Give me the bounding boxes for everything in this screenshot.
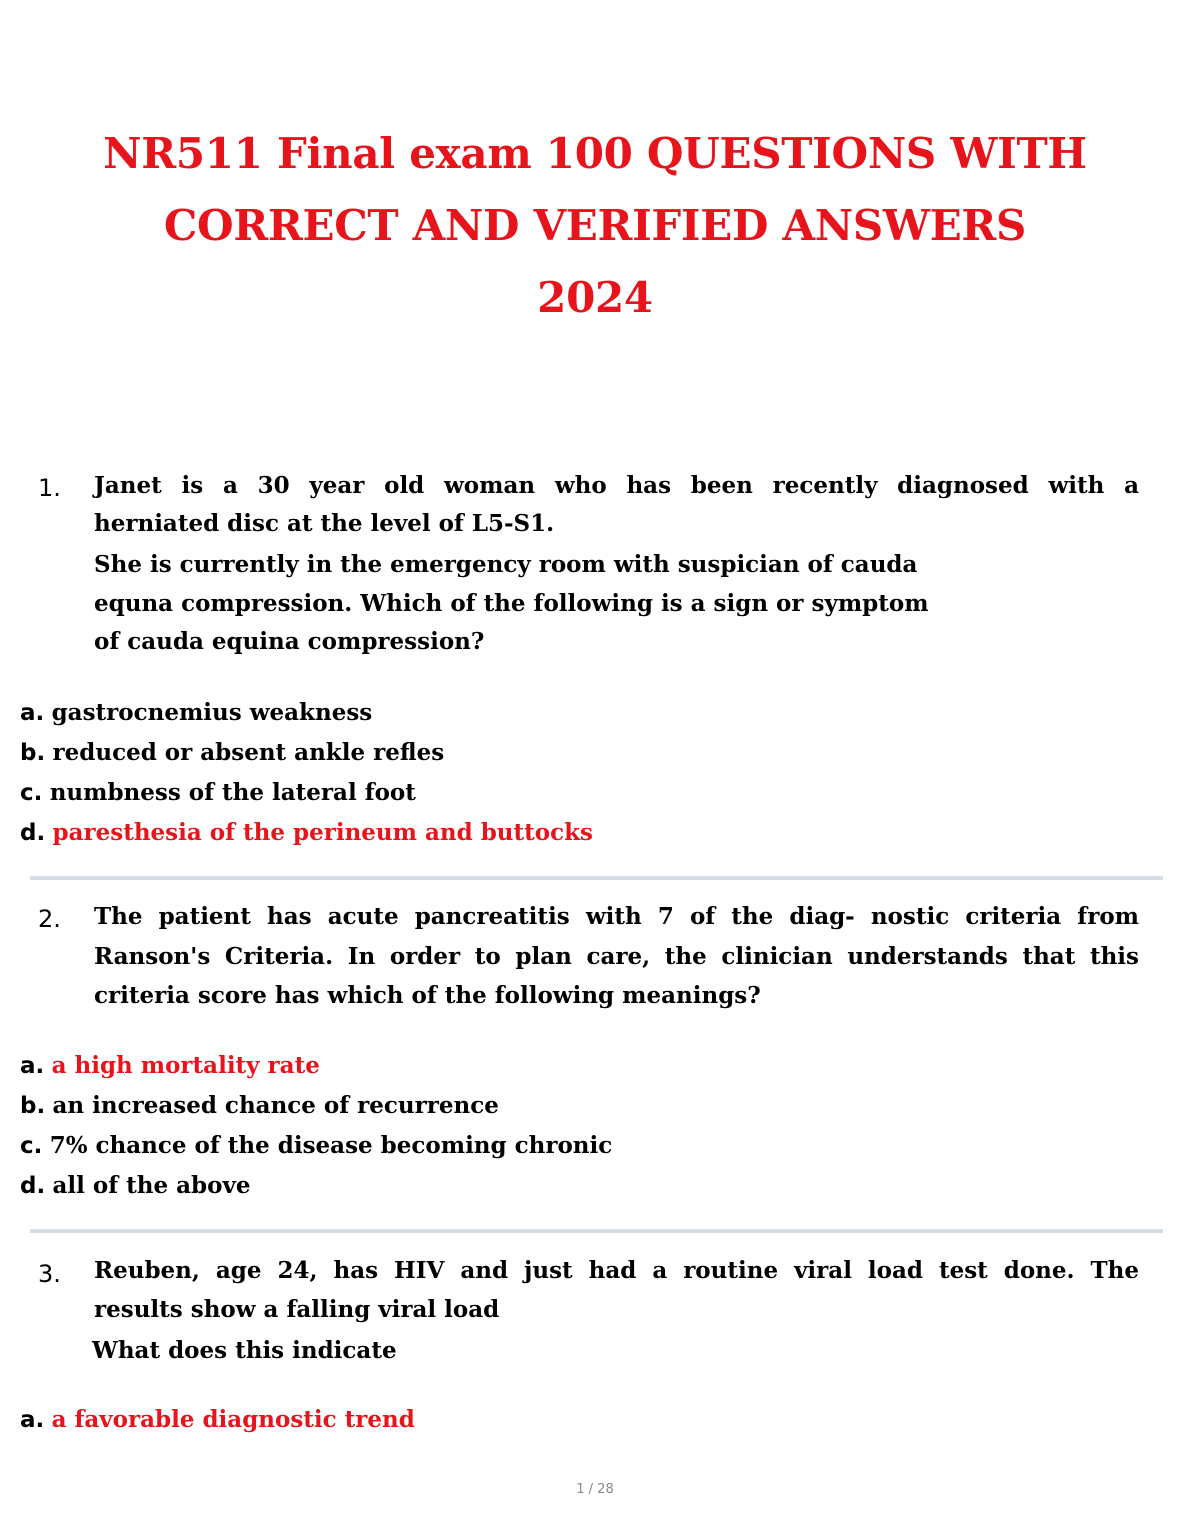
option-text: all of the above [52, 1172, 251, 1199]
answer-option-correct [20, 1406, 415, 1433]
answer-option [20, 699, 372, 726]
question-text-line: equna compression. Which of the following is a sign or symptom [94, 590, 929, 617]
question-text-line: herniated disc at the level of L5-S1. [94, 510, 555, 537]
answer-option [20, 1132, 612, 1159]
question-text-line: Reuben, age 24, has HIV and just had a routine viral load test done. The [94, 1257, 1139, 1284]
question-text-line: What does this indicate [92, 1337, 397, 1364]
answer-option [20, 739, 444, 766]
option-text-correct: paresthesia of the perineum and buttocks [52, 819, 593, 846]
option-text: an increased chance of recurrence [52, 1092, 499, 1119]
title-line-3: 2024 [537, 273, 653, 322]
option-text: gastrocnemius weakness [51, 699, 373, 726]
option-letter: b. [20, 740, 46, 766]
question-text-line: results show a falling viral load [94, 1296, 500, 1323]
option-letter: c. [20, 780, 43, 806]
option-letter: a. [20, 1407, 45, 1433]
option-letter: a. [20, 700, 45, 726]
option-text: 7% chance of the disease becoming chronic [49, 1132, 613, 1159]
title-line-2: CORRECT AND VERIFIED ANSWERS [163, 201, 1027, 250]
title-line-1: NR511 Final exam 100 QUESTIONS WITH [103, 129, 1087, 178]
question-text-line: She is currently in the emergency room with suspician of cauda [94, 551, 918, 578]
question-text-line: criteria score has which of the following meanings? [94, 982, 761, 1009]
option-letter: d. [20, 820, 46, 846]
question-divider [30, 876, 1163, 880]
question-text-line: of cauda equina compression? [94, 628, 485, 655]
question-number: 2. [38, 905, 61, 933]
option-text: reduced or absent ankle refles [52, 739, 445, 766]
option-text-correct: a high mortality rate [51, 1052, 320, 1079]
question-text-line: The patient has acute pancreatitis with 7 of the diag- nostic criteria from [94, 903, 1139, 930]
question-text-line: Janet is a 30 year old woman who has been recently diagnosed with a [94, 472, 1139, 499]
question-divider [30, 1229, 1163, 1233]
question-number: 3. [38, 1260, 61, 1288]
answer-option-correct [20, 819, 593, 846]
answer-option-correct [20, 1052, 320, 1079]
answer-option [20, 779, 416, 806]
option-letter: b. [20, 1093, 46, 1119]
document-title [0, 118, 1190, 334]
option-letter: d. [20, 1173, 46, 1199]
option-text-correct: a favorable diagnostic trend [51, 1406, 415, 1433]
option-letter: c. [20, 1133, 43, 1159]
answer-option [20, 1172, 250, 1199]
answer-option [20, 1092, 499, 1119]
question-number: 1. [38, 474, 61, 502]
page-indicator: 1 / 28 [576, 1482, 614, 1497]
question-text-line: Ranson's Criteria. In order to plan care, the clinician understands that this [94, 943, 1139, 970]
option-letter: a. [20, 1053, 45, 1079]
option-text: numbness of the lateral foot [49, 779, 416, 806]
